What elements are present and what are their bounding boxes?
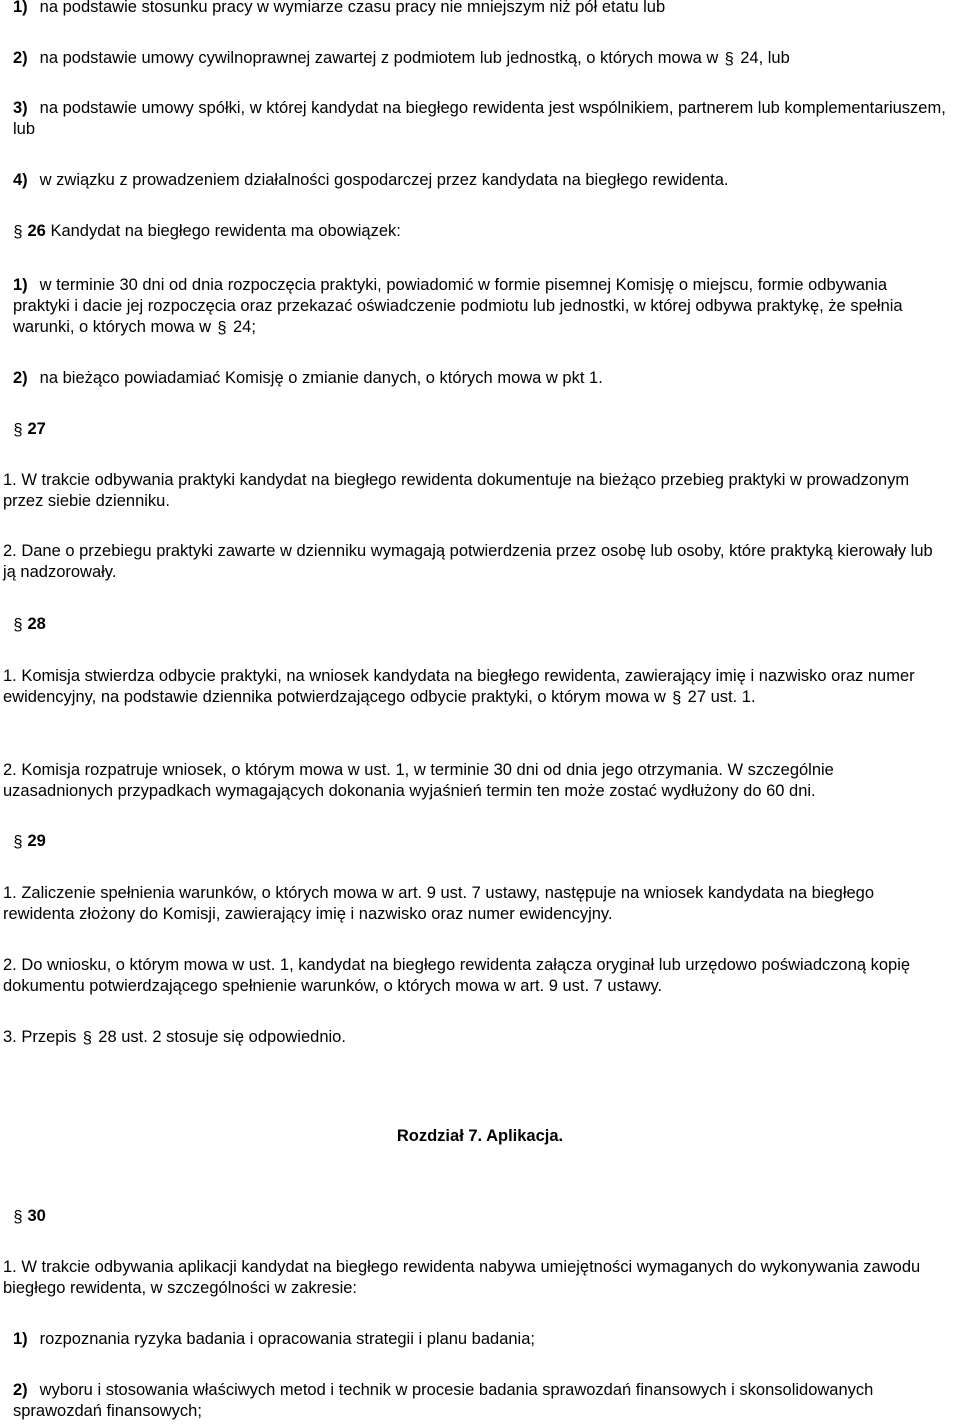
list-item: 3) na podstawie umowy spółki, w której kandydat na biegłego rewidenta jest wspólnikiem, partnerem lub komplementariuszem, lub <box>13 99 946 138</box>
list-item: 1) rozpoznania ryzyka badania i opracowania strategii i planu badania; <box>13 1330 535 1348</box>
paragraph: 1. W trakcie odbywania aplikacji kandydat na biegłego rewidenta nabywa umiejętności wymaganych do wykonywania zawodu biegłego rewidenta, w szczególności w zakresie: <box>3 1258 921 1297</box>
section-sign-icon: § <box>724 50 734 68</box>
paragraph: 2. Komisja rozpatruje wniosek, o którym mowa w ust. 1, w terminie 30 dni od dnia jego otrzymania. W szczególnie uzasadnionych przypadkach wymagających dokonania wyjaśnień termin ten może zostać wydłużony do 60 dni. <box>3 761 834 800</box>
paragraph: 1. Zaliczenie spełnienia warunków, o których mowa w art. 9 ust. 7 ustawy, następuje na wniosek kandydata na biegłego rewidenta złożony do Komisji, zawierający imię i nazwisko oraz numer ewidencyjny. <box>3 884 875 923</box>
section-sign-icon: § <box>13 616 23 634</box>
section-sign-icon: § <box>217 319 227 337</box>
section-heading <box>13 614 946 635</box>
list-item: 4) w związku z prowadzeniem działalności gospodarczej przez kandydata na biegłego rewidenta. <box>13 171 729 189</box>
section-sign-icon: § <box>13 833 23 851</box>
list-item: 1) w terminie 30 dni od dnia rozpoczęcia praktyki, powiadomić w formie pisemnej Komisję o miejscu, formie odbywania praktyki i dacie jej rozpoczęcia oraz przekazać oświadczenie podmiotu lub jednostki, w której odbywa praktykę, że spełnia warunki, o których mowa w § 24; <box>13 276 903 337</box>
section-heading <box>13 419 946 440</box>
paragraph: 2. Do wniosku, o którym mowa w ust. 1, kandydat na biegłego rewidenta załącza oryginał lub urzędowo poświadczoną kopię dokumentu potwierdzającego spełnienie warunków, o których mowa w art. 9 ust. 7 ustawy. <box>3 956 911 995</box>
list-item: 2) na podstawie umowy cywilnoprawnej zawartej z podmiotem lub jednostką, o których mowa w § 24, lub <box>13 49 790 68</box>
list-item: 1) na podstawie stosunku pracy w wymiarze czasu pracy nie mniejszym niż pół etatu lub <box>13 0 666 16</box>
paragraph: 1. Komisja stwierdza odbycie praktyki, na wniosek kandydata na biegłego rewidenta, zawierający imię i nazwisko oraz numer ewidencyjny, na podstawie dziennika potwierdzającego odbycie praktyki, o którym mowa w § 27 ust. 1. <box>3 667 915 707</box>
section-sign-icon: § <box>82 1029 92 1047</box>
section-sign-icon: § <box>13 1208 23 1226</box>
list-item: 2) wyboru i stosowania właściwych metod i technik w procesie badania sprawozdań finansowych i skonsolidowanych sprawozdań finansowych; <box>13 1381 874 1420</box>
section-number: 28 <box>27 615 46 633</box>
section-number: 30 <box>27 1207 46 1225</box>
paragraph: 3. Przepis § 28 ust. 2 stosuje się odpowiednio. <box>3 1028 346 1047</box>
list-item: 2) na bieżąco powiadamiać Komisję o zmianie danych, o których mowa w pkt 1. <box>13 369 603 387</box>
chapter-title: Rozdział 7. Aplikacja. <box>396 1127 564 1145</box>
section-heading <box>13 1206 946 1227</box>
section-number: 26 <box>27 222 46 240</box>
section-number: 29 <box>27 832 46 850</box>
section-sign-icon: § <box>13 223 23 241</box>
section-heading <box>13 831 946 852</box>
section-sign-icon: § <box>672 689 682 707</box>
paragraph: 1. W trakcie odbywania praktyki kandydat na biegłego rewidenta dokumentuje na bieżąco przebieg praktyki w prowadzonym przez siebie dzienniku. <box>3 471 910 510</box>
section-sign-icon: § <box>13 421 23 439</box>
paragraph: 2. Dane o przebiegu praktyki zawarte w dzienniku wymagają potwierdzenia przez osobę lub osoby, które praktyką kierowały lub ją nadzorowały. <box>3 542 933 581</box>
section-26-intro: § 26 Kandydat na biegłego rewidenta ma obowiązek: <box>13 222 401 241</box>
section-number: 27 <box>27 420 46 438</box>
